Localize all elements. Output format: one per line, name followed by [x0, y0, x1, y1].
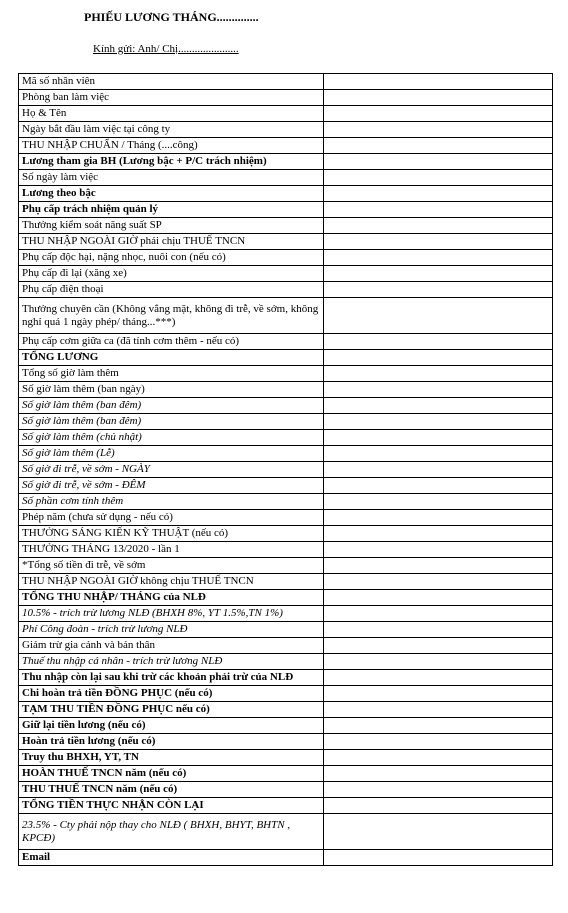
row-label: Thu nhập còn lại sau khi trừ các khoản phải trừ của NLĐ [19, 670, 324, 686]
table-row [19, 250, 553, 266]
row-label: Thưởng kiểm soát năng suất SP [19, 218, 324, 234]
row-label: Phụ cấp cơm giữa ca (đã tính cơm thêm - nếu có) [19, 334, 324, 350]
table-row [19, 138, 553, 154]
row-value [324, 170, 553, 186]
row-value [324, 574, 553, 590]
row-label: THU NHẬP NGOÀI GIỜ không chịu THUẾ TNCN [19, 574, 324, 590]
table-row [19, 798, 553, 814]
row-label: Phụ cấp trách nhiệm quản lý [19, 202, 324, 218]
row-value [324, 750, 553, 766]
row-label: 23.5% - Cty phải nộp thay cho NLĐ ( BHXH, BHYT, BHTN , KPCĐ) [19, 814, 324, 850]
row-value [324, 558, 553, 574]
row-label: THU NHẬP CHUẨN / Tháng (....công) [19, 138, 324, 154]
table-row [19, 298, 553, 334]
row-label: Hoàn trả tiền lương (nếu có) [19, 734, 324, 750]
row-value [324, 414, 553, 430]
table-row [19, 90, 553, 106]
row-label: THU THUẾ TNCN năm (nếu có) [19, 782, 324, 798]
row-value [324, 462, 553, 478]
table-row [19, 638, 553, 654]
row-label: Chi hoàn trả tiền ĐỒNG PHỤC (nếu có) [19, 686, 324, 702]
row-label: Số ngày làm việc [19, 170, 324, 186]
row-value [324, 334, 553, 350]
table-row [19, 462, 553, 478]
row-label: Họ & Tên [19, 106, 324, 122]
row-label: TỔNG LƯƠNG [19, 350, 324, 366]
row-label: Phụ cấp độc hại, nặng nhọc, nuôi con (nếu có) [19, 250, 324, 266]
row-value [324, 202, 553, 218]
row-label: *Tổng số tiền đi trễ, về sớm [19, 558, 324, 574]
row-label: Phụ cấp đi lại (xăng xe) [19, 266, 324, 282]
row-label: Phòng ban làm việc [19, 90, 324, 106]
table-row [19, 334, 553, 350]
row-value [324, 654, 553, 670]
table-row [19, 850, 553, 866]
row-value [324, 298, 553, 334]
row-label: Truy thu BHXH, YT, TN [19, 750, 324, 766]
table-row [19, 542, 553, 558]
row-label: Số giờ làm thêm (ban ngày) [19, 382, 324, 398]
row-label: Số giờ làm thêm (chủ nhật) [19, 430, 324, 446]
row-label: Phụ cấp điện thoại [19, 282, 324, 298]
row-value [324, 782, 553, 798]
table-row [19, 622, 553, 638]
table-row [19, 170, 553, 186]
table-row [19, 430, 553, 446]
table-row [19, 398, 553, 414]
row-label: Số giờ làm thêm (ban đêm) [19, 398, 324, 414]
table-row [19, 782, 553, 798]
row-value [324, 494, 553, 510]
row-value [324, 430, 553, 446]
table-row [19, 234, 553, 250]
table-row [19, 574, 553, 590]
row-value [324, 366, 553, 382]
row-label: Giữ lại tiền lương (nếu có) [19, 718, 324, 734]
row-value [324, 766, 553, 782]
row-value [324, 798, 553, 814]
row-label: THƯỞNG THÁNG 13/2020 - lần 1 [19, 542, 324, 558]
row-value [324, 446, 553, 462]
row-label: Số phần cơm tính thêm [19, 494, 324, 510]
row-value [324, 90, 553, 106]
row-label: Giảm trừ gia cảnh và bản thân [19, 638, 324, 654]
row-value [324, 382, 553, 398]
table-row [19, 718, 553, 734]
table-row [19, 154, 553, 170]
row-value [324, 510, 553, 526]
table-row [19, 526, 553, 542]
table-row [19, 218, 553, 234]
table-row [19, 558, 553, 574]
row-value [324, 718, 553, 734]
row-value [324, 266, 553, 282]
row-value [324, 350, 553, 366]
table-row [19, 734, 553, 750]
table-row [19, 606, 553, 622]
table-row [19, 478, 553, 494]
table-row [19, 186, 553, 202]
row-label: Email [19, 850, 324, 866]
row-value [324, 606, 553, 622]
table-row [19, 510, 553, 526]
payslip-rows [19, 74, 553, 866]
table-row [19, 106, 553, 122]
row-value [324, 186, 553, 202]
row-label: 10.5% - trích trừ lương NLĐ (BHXH 8%, YT 1.5%,TN 1%) [19, 606, 324, 622]
row-value [324, 106, 553, 122]
row-value [324, 398, 553, 414]
row-value [324, 850, 553, 866]
table-row [19, 670, 553, 686]
row-value [324, 638, 553, 654]
row-value [324, 542, 553, 558]
row-value [324, 282, 553, 298]
row-value [324, 670, 553, 686]
row-label: Lương theo bậc [19, 186, 324, 202]
row-label: THU NHẬP NGOÀI GIỜ phải chịu THUẾ TNCN [19, 234, 324, 250]
row-value [324, 686, 553, 702]
row-label: TẠM THU TIỀN ĐỒNG PHỤC nếu có) [19, 702, 324, 718]
row-label: Số giờ làm thêm (Lễ) [19, 446, 324, 462]
greeting-line: Kính gửi: Anh/ Chị...................... [93, 43, 239, 55]
table-row [19, 494, 553, 510]
row-label: Số giờ đi trễ, về sớm - NGÀY [19, 462, 324, 478]
table-row [19, 266, 553, 282]
row-label: Ngày bắt đầu làm việc tại công ty [19, 122, 324, 138]
table-row [19, 654, 553, 670]
row-label: Mã số nhân viên [19, 74, 324, 90]
row-label: Phép năm (chưa sử dụng - nếu có) [19, 510, 324, 526]
row-value [324, 138, 553, 154]
row-value [324, 250, 553, 266]
row-value [324, 74, 553, 90]
row-value [324, 622, 553, 638]
row-label: HOÀN THUẾ TNCN năm (nếu có) [19, 766, 324, 782]
table-row [19, 350, 553, 366]
row-value [324, 478, 553, 494]
row-value [324, 526, 553, 542]
table-row [19, 74, 553, 90]
table-row [19, 686, 553, 702]
table-row [19, 766, 553, 782]
row-label: Phí Công đoàn - trích trừ lương NLĐ [19, 622, 324, 638]
table-row [19, 382, 553, 398]
table-row [19, 414, 553, 430]
row-label: Thuế thu nhập cá nhân - trích trừ lương NLĐ [19, 654, 324, 670]
payslip-table [18, 73, 553, 866]
row-label: THƯỞNG SÁNG KIẾN KỸ THUẬT (nếu có) [19, 526, 324, 542]
row-label: Lương tham gia BH (Lương bậc + P/C trách nhiệm) [19, 154, 324, 170]
row-value [324, 122, 553, 138]
row-label: Số giờ đi trễ, về sớm - ĐÊM [19, 478, 324, 494]
table-row [19, 202, 553, 218]
table-row [19, 702, 553, 718]
row-label: TỔNG TIỀN THỰC NHẬN CÒN LẠI [19, 798, 324, 814]
table-row [19, 446, 553, 462]
row-value [324, 154, 553, 170]
payslip-title: PHIẾU LƯƠNG THÁNG.............. [84, 10, 259, 24]
row-value [324, 590, 553, 606]
table-row [19, 282, 553, 298]
row-label: Thưởng chuyên cần (Không vắng mặt, không đi trễ, về sớm, không nghỉ quá 1 ngày phép/ tháng...***) [19, 298, 324, 334]
row-label: Số giờ làm thêm (ban đêm) [19, 414, 324, 430]
table-row [19, 366, 553, 382]
row-value [324, 218, 553, 234]
table-row [19, 122, 553, 138]
row-value [324, 234, 553, 250]
row-value [324, 702, 553, 718]
row-label: Tổng số giờ làm thêm [19, 366, 324, 382]
table-row [19, 750, 553, 766]
table-row [19, 590, 553, 606]
row-label: TỔNG THU NHẬP/ THÁNG của NLĐ [19, 590, 324, 606]
row-value [324, 734, 553, 750]
row-value [324, 814, 553, 850]
table-row [19, 814, 553, 850]
